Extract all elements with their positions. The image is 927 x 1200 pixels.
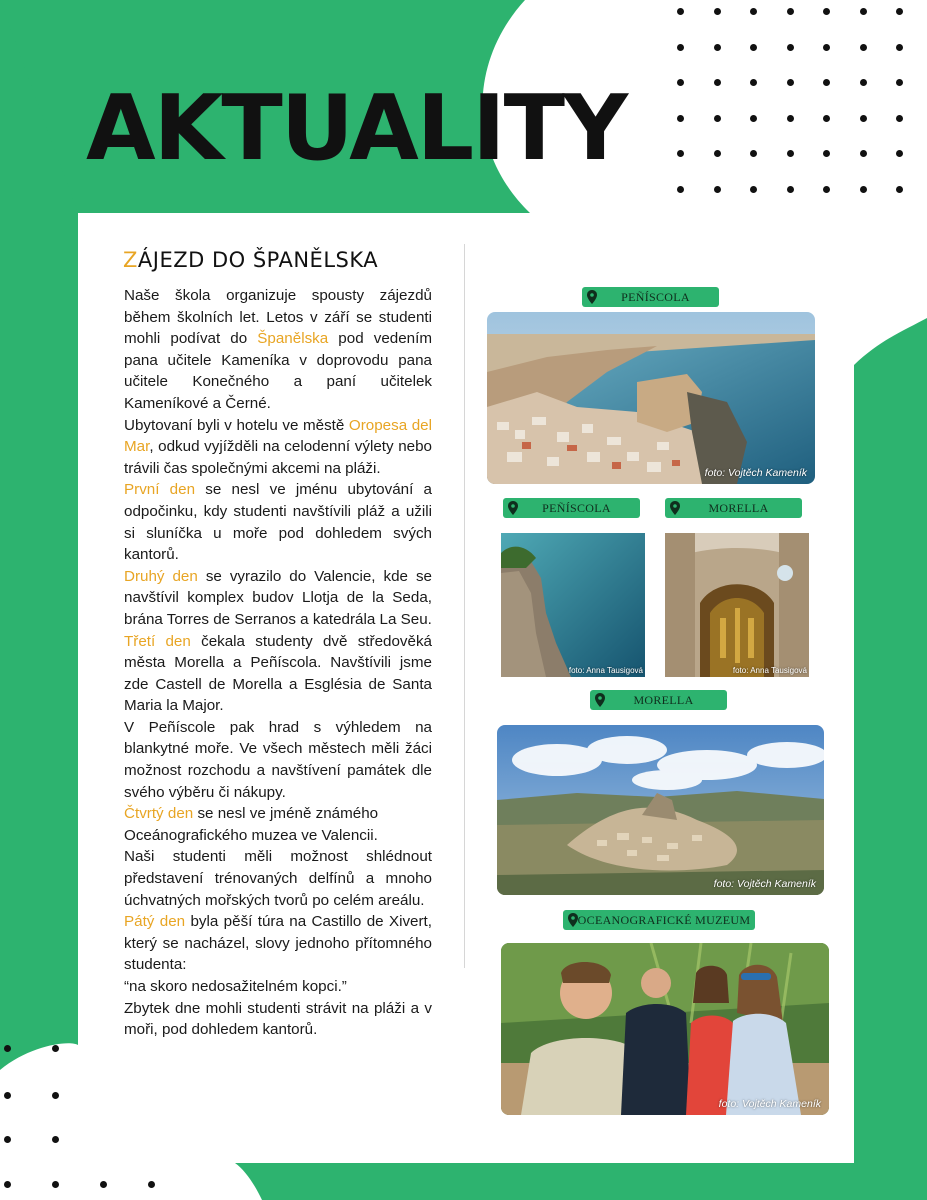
map-pin-icon xyxy=(594,693,606,707)
location-label-text: PEÑÍSCOLA xyxy=(621,289,690,304)
map-pin-icon xyxy=(567,913,579,927)
text: čekala studenty dvě středověká města Morella a Peñíscola. Navštívili jsme zde Castell de Morella a Església de Santa Maria la Major. xyxy=(124,632,432,715)
dot xyxy=(860,79,867,86)
dot xyxy=(714,44,721,51)
dot xyxy=(750,79,757,86)
dot xyxy=(896,8,903,15)
dot xyxy=(148,1181,155,1188)
paragraph-day3 xyxy=(124,631,432,717)
dot xyxy=(52,1136,59,1143)
article-title-initial: Z xyxy=(123,248,138,272)
dot xyxy=(823,115,830,122)
photo-credit: foto: Vojtěch Kameník xyxy=(713,878,816,890)
location-label-text: MORELLA xyxy=(633,692,694,707)
dot xyxy=(750,8,757,15)
paragraph-day4 xyxy=(124,803,432,846)
text: se nesl ve jménu ubytování a odpočinku, kdy studenti navštívili pláž a užili si sluníčka u moře pod dohledem svých kantorů. xyxy=(124,481,432,564)
dot xyxy=(860,186,867,193)
dot xyxy=(4,1045,11,1052)
text: Naše škola organizuje spousty zájezdů během školních let. Letos v září se studenti mohli podívat do xyxy=(124,287,432,348)
location-label-text: OCEANOGRAFICKÉ MUZEUM xyxy=(577,912,751,927)
dot xyxy=(4,1181,11,1188)
dot xyxy=(787,115,794,122)
dot xyxy=(787,186,794,193)
article-body xyxy=(124,285,432,1041)
dot xyxy=(52,1181,59,1188)
dot xyxy=(714,79,721,86)
dot xyxy=(714,8,721,15)
paragraph-day2 xyxy=(124,566,432,631)
page-title: AKTUALITY xyxy=(86,76,627,181)
dot xyxy=(677,186,684,193)
dot xyxy=(787,150,794,157)
location-label-peniscola xyxy=(582,287,719,307)
dot xyxy=(896,186,903,193)
column-divider xyxy=(464,244,465,968)
photo-credit: foto: Vojtěch Kameník xyxy=(704,467,807,479)
text: , odkud vyjížděli na celodenní výlety nebo trávili čas společnými akcemi na pláži. xyxy=(124,438,432,477)
photo-credit: foto: Anna Tausigová xyxy=(568,666,643,675)
dot xyxy=(787,44,794,51)
photo-morella-church xyxy=(665,533,809,677)
dot xyxy=(750,44,757,51)
dot xyxy=(823,150,830,157)
highlight-day3: Třetí den xyxy=(124,632,191,650)
paragraph-dolphins: Naši studenti měli možnost shlédnout představení trénovaných delfínů a mnoho úchvatných mořských tvorů po celém areálu. xyxy=(124,848,432,909)
highlight-day5: Pátý den xyxy=(124,913,186,931)
dot xyxy=(750,150,757,157)
dot xyxy=(787,79,794,86)
map-pin-icon xyxy=(586,290,598,304)
highlight-day2: Druhý den xyxy=(124,567,198,585)
highlight-day4: Čtvrtý den xyxy=(124,805,194,823)
dot xyxy=(714,150,721,157)
dot xyxy=(823,79,830,86)
dot xyxy=(677,115,684,122)
photo-oceanografic-students xyxy=(501,943,829,1115)
dot xyxy=(4,1092,11,1099)
location-label-morella xyxy=(665,498,802,518)
photo-image xyxy=(501,533,645,677)
dot xyxy=(750,115,757,122)
dot xyxy=(714,186,721,193)
dot xyxy=(787,8,794,15)
dot xyxy=(860,8,867,15)
dot xyxy=(677,8,684,15)
photo-credit: foto: Vojtěch Kameník xyxy=(718,1098,821,1110)
paragraph-end: Zbytek dne mohli studenti strávit na pláži a v moři, pod dohledem kantorů. xyxy=(124,999,432,1039)
article-title xyxy=(123,248,378,272)
highlight-spain: Španělska xyxy=(257,330,329,348)
text: se vyrazilo do Valencie, kde se navštívil komplex budov Llotja de la Seda, brána Torres de Serranos a katedrála La Seu. xyxy=(124,567,433,628)
dot xyxy=(677,150,684,157)
text: pod vedením pana učitele Kameníka v doprovodu pana učitele Konečného a paní učitelek Kameníkové a Černé. xyxy=(124,330,432,412)
photo-credit: foto: Anna Tausigová xyxy=(732,666,807,675)
map-pin-icon xyxy=(507,501,519,515)
dot xyxy=(4,1136,11,1143)
article-title-rest: ÁJEZD DO ŠPANĚLSKA xyxy=(137,248,379,272)
location-label-oceanografic xyxy=(563,910,755,930)
dot xyxy=(677,44,684,51)
dot xyxy=(823,186,830,193)
photo-peniscola-cliff xyxy=(501,533,645,677)
dot xyxy=(823,44,830,51)
dot xyxy=(750,186,757,193)
dot xyxy=(896,44,903,51)
photo-image xyxy=(665,533,809,677)
highlight-day1: První den xyxy=(124,481,196,499)
dot xyxy=(52,1045,59,1052)
text: se nesl ve jméně známého Oceánografického muzea ve Valencii. xyxy=(124,805,379,844)
dot xyxy=(860,115,867,122)
dot xyxy=(896,115,903,122)
dot xyxy=(714,115,721,122)
text: byla pěší túra na Castillo de Xivert, který se nacházel, slovy jednoho přítomného studenta: xyxy=(124,913,432,974)
location-label-text: MORELLA xyxy=(708,500,769,515)
dot xyxy=(860,44,867,51)
dot xyxy=(896,150,903,157)
paragraph-day1 xyxy=(124,479,432,565)
dot xyxy=(896,79,903,86)
dot xyxy=(52,1092,59,1099)
paragraph-quote: “na skoro nedosažitelném kopci.” xyxy=(124,978,347,995)
dot xyxy=(860,150,867,157)
photo-image xyxy=(501,943,829,1115)
paragraph-day5 xyxy=(124,911,432,976)
photo-image xyxy=(497,725,824,895)
photo-morella-town xyxy=(497,725,824,895)
location-label-peniscola-2 xyxy=(503,498,640,518)
photo-image xyxy=(487,312,815,484)
highlight-oropesa: Oropesa del Mar xyxy=(124,416,433,456)
photo-peniscola-aerial xyxy=(487,312,815,484)
dot xyxy=(100,1181,107,1188)
dot xyxy=(677,79,684,86)
map-pin-icon xyxy=(669,501,681,515)
dot xyxy=(823,8,830,15)
location-label-morella-2 xyxy=(590,690,727,710)
location-label-text: PEÑÍSCOLA xyxy=(542,500,611,515)
text: Ubytovaní byli v hotelu ve městě xyxy=(124,416,349,434)
paragraph-hotel xyxy=(124,415,432,480)
paragraph-peniscola: V Peñíscole pak hrad s výhledem na blankytné moře. Ve všech městech měli žáci možnost rozchodu a navštívení památek dle svého výběru či nákupy. xyxy=(124,718,432,801)
paragraph-intro xyxy=(124,285,432,415)
